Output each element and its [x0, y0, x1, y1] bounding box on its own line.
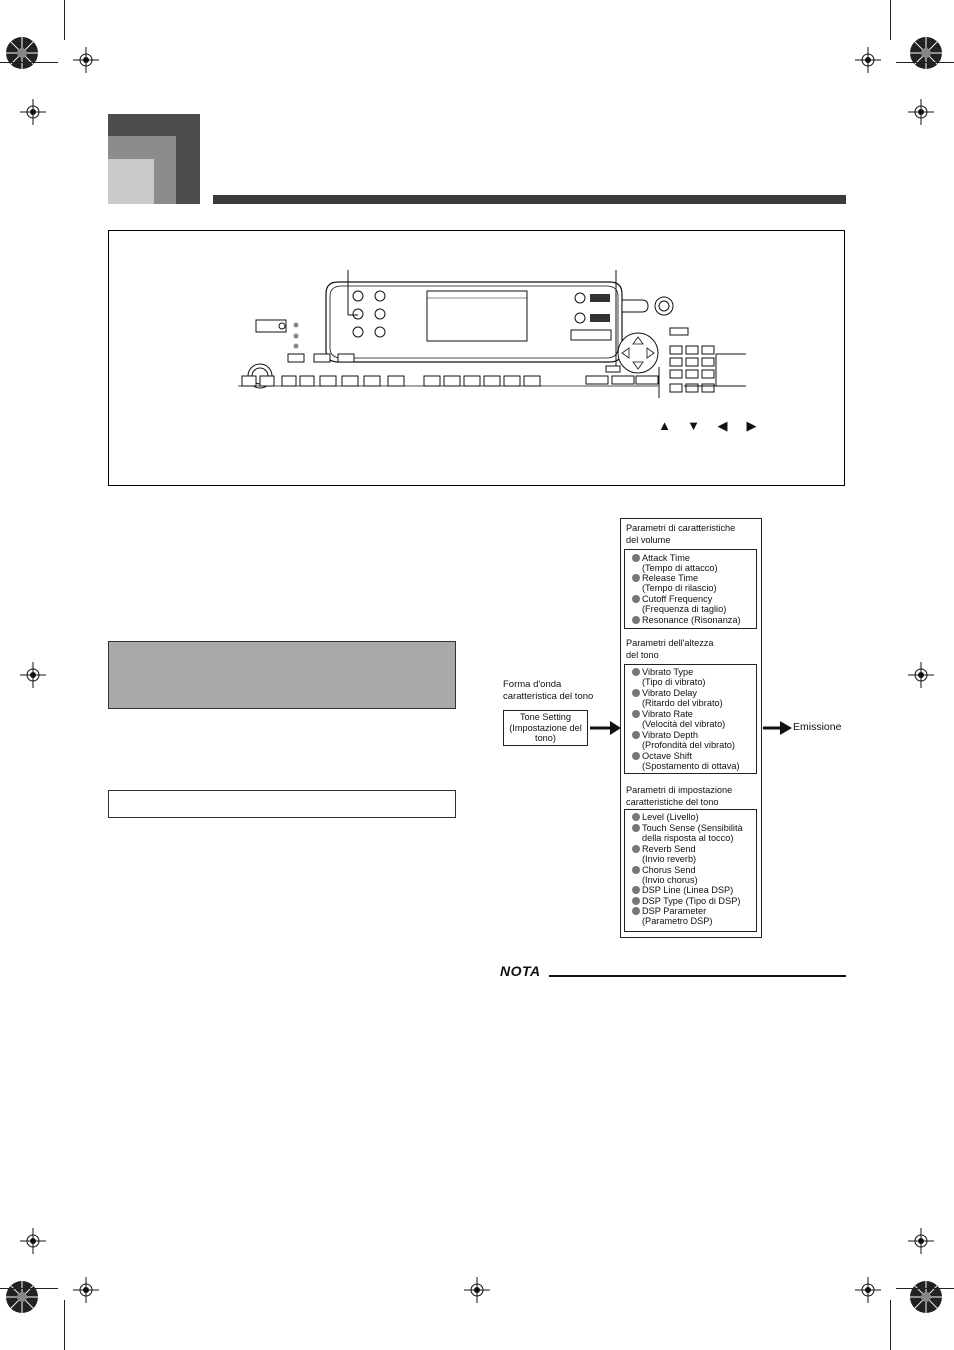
- group-title-pitch: Parametri dell'altezza del tono: [626, 638, 714, 660]
- arrow-down-icon: ▼: [687, 418, 700, 433]
- bullet-icon: [632, 668, 640, 676]
- param-item: DSP Parameter (Parametro DSP): [632, 906, 712, 927]
- bullet-icon: [632, 866, 640, 874]
- input-waveform-label: Forma d'onda caratteristica del tono: [503, 679, 594, 702]
- bullet-icon: [632, 616, 640, 624]
- param-item: DSP Type (Tipo di DSP): [632, 896, 740, 906]
- trim-line: [890, 1300, 891, 1350]
- bullet-icon: [632, 897, 640, 905]
- param-item: Cutoff Frequency (Frequenza di taglio): [632, 594, 726, 615]
- registration-sun-mark: [909, 1280, 943, 1314]
- param-item: Resonance (Risonanza): [632, 615, 741, 625]
- param-item: DSP Line (Linea DSP): [632, 885, 733, 895]
- crosshair-mark: [20, 99, 46, 125]
- output-label: Emissione: [793, 721, 842, 733]
- bullet-icon: [632, 731, 640, 739]
- note-heading: NOTA: [500, 963, 541, 979]
- crosshair-mark: [20, 662, 46, 688]
- crosshair-mark: [855, 1277, 881, 1303]
- group-title-settings: Parametri di impostazione caratteristiche del tono: [626, 785, 733, 807]
- shaded-callout-box: [108, 641, 456, 709]
- param-item: Octave Shift (Spostamento di ottava): [632, 751, 740, 772]
- param-item: Attack Time (Tempo di attacco): [632, 553, 718, 574]
- crosshair-mark: [20, 1228, 46, 1254]
- param-item: Level (Livello): [632, 812, 699, 822]
- arrow-up-icon: ▲: [658, 418, 671, 433]
- crosshair-mark: [908, 662, 934, 688]
- registration-sun-mark: [5, 36, 39, 70]
- crosshair-mark: [908, 1228, 934, 1254]
- trim-line: [64, 0, 65, 40]
- trim-line: [896, 1288, 954, 1289]
- arrow-right-icon: ▶: [746, 418, 757, 433]
- bullet-icon: [632, 710, 640, 718]
- flow-arrow-in: [590, 720, 622, 736]
- keyboard-panel-illustration: [230, 270, 750, 420]
- bullet-icon: [632, 824, 640, 832]
- bullet-icon: [632, 689, 640, 697]
- param-item: Vibrato Rate (Velocità del vibrato): [632, 709, 725, 730]
- crosshair-mark: [855, 47, 881, 73]
- param-item: Release Time (Tempo di rilascio): [632, 573, 717, 594]
- param-item: Vibrato Type (Tipo di vibrato): [632, 667, 705, 688]
- trim-line: [0, 1288, 58, 1289]
- outlined-box: [108, 790, 456, 818]
- registration-sun-mark: [5, 1280, 39, 1314]
- trim-line: [890, 0, 891, 40]
- crosshair-mark: [464, 1277, 490, 1303]
- group-title-volume: Parametri di caratteristiche del volume: [626, 523, 736, 545]
- param-item: Touch Sense (Sensibilità della risposta al tocco): [632, 823, 743, 844]
- bullet-icon: [632, 813, 640, 821]
- param-item: Reverb Send (Invio reverb): [632, 844, 696, 865]
- param-item: Vibrato Depth (Profondità del vibrato): [632, 730, 735, 751]
- header-block-light: [108, 159, 154, 204]
- registration-sun-mark: [909, 36, 943, 70]
- param-item: Chorus Send (Invio chorus): [632, 865, 698, 886]
- trim-line: [0, 62, 58, 63]
- trim-line: [64, 1300, 65, 1350]
- bullet-icon: [632, 845, 640, 853]
- param-item: Vibrato Delay (Ritardo del vibrato): [632, 688, 723, 709]
- bullet-icon: [632, 886, 640, 894]
- bullet-icon: [632, 752, 640, 760]
- header-rule: [213, 195, 846, 204]
- bullet-icon: [632, 554, 640, 562]
- cursor-arrow-keys: [650, 418, 766, 434]
- tone-setting-box: Tone Setting (Impostazione del tono): [503, 710, 588, 746]
- crosshair-mark: [73, 47, 99, 73]
- bullet-icon: [632, 574, 640, 582]
- arrow-left-icon: ◀: [717, 418, 728, 433]
- flow-arrow-out: [763, 720, 793, 736]
- crosshair-mark: [908, 99, 934, 125]
- note-rule: [549, 975, 846, 977]
- bullet-icon: [632, 595, 640, 603]
- crosshair-mark: [73, 1277, 99, 1303]
- trim-line: [896, 62, 954, 63]
- bullet-icon: [632, 907, 640, 915]
